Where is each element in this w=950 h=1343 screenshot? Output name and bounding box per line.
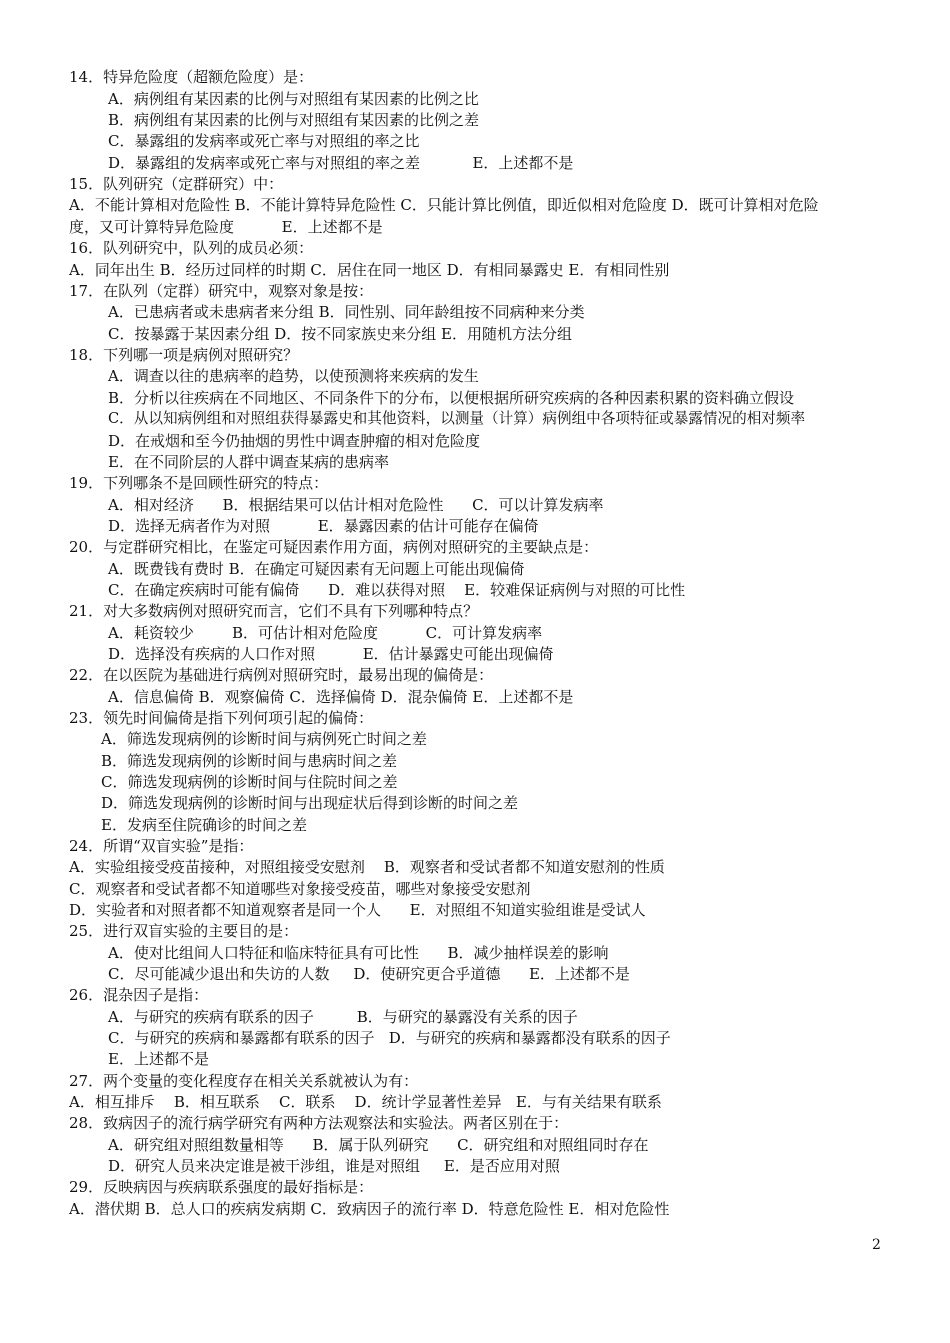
- option-line: A．潜伏期 B．总人口的疾病发病期 C．致病因子的流行率 D．特意危险性 E．相对危险性: [69, 1200, 670, 1218]
- option-line: C．暴露组的发病率或死亡率与对照组的率之比: [108, 132, 420, 150]
- option-line: A．病例组有某因素的比例与对照组有某因素的比例之比: [108, 90, 479, 108]
- option-line: B．分析以往疾病在不同地区、不同条件下的分布，以便根据所研究疾病的各种因素积累的资料确立假设: [108, 389, 795, 407]
- option-line: A．耗资较少 B．可估计相对危险度 C．可计算发病率: [108, 624, 543, 642]
- option-line: C．按暴露于某因素分组 D．按不同家族史来分组 E．用随机方法分组: [108, 325, 572, 343]
- question-21: 21．对大多数病例对照研究而言，它们不具有下列哪种特点？: [69, 602, 479, 620]
- question-29: 29．反映病因与疾病联系强度的最好指标是：: [69, 1178, 374, 1196]
- question-28: 28．致病因子的流行病学研究有两种方法观察法和实验法。两者区别在于：: [69, 1114, 569, 1132]
- question-16: 16．队列研究中，队列的成员必须：: [69, 239, 314, 257]
- option-line: E．上述都不是: [108, 1050, 209, 1068]
- question-20: 20．与定群研究相比，在鉴定可疑因素作用方面，病例对照研究的主要缺点是：: [69, 538, 599, 556]
- option-line: A．筛选发现病例的诊断时间与病例死亡时间之差: [101, 730, 427, 748]
- option-line: C．与研究的疾病和暴露都有联系的因子 D．与研究的疾病和暴露都没有联系的因子: [108, 1029, 671, 1047]
- option-line: D．选择无病者作为对照 E．暴露因素的估计可能存在偏倚: [108, 517, 539, 535]
- option-line: A．相对经济 B．根据结果可以估计相对危险性 C．可以计算发病率: [108, 496, 604, 514]
- question-18: 18．下列哪一项是病例对照研究？: [69, 346, 299, 364]
- option-line: A．研究组对照组数量相等 B．属于队列研究 C．研究组和对照组同时存在: [108, 1136, 649, 1154]
- option-line: C．在确定疾病时可能有偏倚 D．难以获得对照 E．较难保证病例与对照的可比性: [108, 581, 686, 599]
- option-line: 度，又可计算特异危险度 E．上述都不是: [69, 218, 383, 236]
- option-line: A．实验组接受疫苗接种，对照组接受安慰剂 B．观察者和受试者都不知道安慰剂的性质: [69, 858, 665, 876]
- option-line: A．使对比组间人口特征和临床特征具有可比性 B．减少抽样误差的影响: [108, 944, 609, 962]
- option-line: D．筛选发现病例的诊断时间与出现症状后得到诊断的时间之差: [101, 794, 519, 812]
- option-line: C．筛选发现病例的诊断时间与住院时间之差: [101, 773, 398, 791]
- option-line: A．信息偏倚 B．观察偏倚 C．选择偏倚 D．混杂偏倚 E．上述都不是: [108, 688, 574, 706]
- option-line: C．观察者和受试者都不知道哪些对象接受疫苗，哪些对象接受安慰剂: [69, 880, 531, 898]
- question-25: 25．进行双盲实验的主要目的是：: [69, 922, 299, 940]
- option-line: A．不能计算相对危险性 B．不能计算特异危险性 C．只能计算比例值，即近似相对危险度 D．既可计算相对危险: [69, 196, 819, 214]
- option-line: A．与研究的疾病有联系的因子 B．与研究的暴露没有关系的因子: [108, 1008, 578, 1026]
- question-27: 27．两个变量的变化程度存在相关关系就被认为有：: [69, 1072, 419, 1090]
- option-line: C．从以知病例组和对照组获得暴露史和其他资料，以测量（计算）病例组中各项特征或暴露情况的相对频率: [108, 410, 806, 427]
- question-14: 14．特异危险度（超额危险度）是：: [69, 68, 314, 86]
- question-23: 23．领先时间偏倚是指下列何项引起的偏倚：: [69, 709, 374, 727]
- option-line: D．选择没有疾病的人口作对照 E．估计暴露史可能出现偏倚: [108, 645, 554, 663]
- option-line: E．在不同阶层的人群中调查某病的患病率: [108, 453, 389, 471]
- page-number: 2: [872, 1237, 881, 1253]
- option-line: A．既费钱有费时 B．在确定可疑因素有无问题上可能出现偏倚: [108, 560, 525, 578]
- question-26: 26．混杂因子是指：: [69, 986, 209, 1004]
- question-19: 19．下列哪条不是回顾性研究的特点：: [69, 474, 329, 492]
- option-line: A．已患病者或未患病者来分组 B．同性别、同年龄组按不同病种来分类: [108, 303, 585, 321]
- option-line: D．实验者和对照者都不知道观察者是同一个人 E．对照组不知道实验组谁是受试人: [69, 901, 646, 919]
- option-line: D．研究人员来决定谁是被干涉组，谁是对照组 E．是否应用对照: [108, 1157, 560, 1175]
- option-line: B．筛选发现病例的诊断时间与患病时间之差: [101, 752, 398, 770]
- option-line: E．发病至住院确诊的时间之差: [101, 816, 307, 834]
- question-17: 17．在队列（定群）研究中，观察对象是按：: [69, 282, 374, 300]
- question-15: 15．队列研究（定群研究）中：: [69, 175, 284, 193]
- option-line: D．暴露组的发病率或死亡率与对照组的率之差 E．上述都不是: [108, 154, 574, 172]
- option-line: D．在戒烟和至今仍抽烟的男性中调查肿瘤的相对危险度: [108, 432, 481, 450]
- option-line: B．病例组有某因素的比例与对照组有某因素的比例之差: [108, 111, 480, 129]
- option-line: A．调查以往的患病率的趋势，以使预测将来疾病的发生: [108, 367, 479, 385]
- question-24: 24．所谓“双盲实验”是指：: [69, 837, 254, 855]
- option-line: A．同年出生 B．经历过同样的时期 C．居住在同一地区 D．有相同暴露史 E．有相同性别: [69, 261, 670, 279]
- question-22: 22．在以医院为基础进行病例对照研究时，最易出现的偏倚是：: [69, 666, 494, 684]
- option-line: A．相互排斥 B．相互联系 C．联系 D．统计学显著性差异 E．与有关结果有联系: [69, 1093, 662, 1111]
- option-line: C．尽可能减少退出和失访的人数 D．使研究更合乎道德 E．上述都不是: [108, 965, 630, 983]
